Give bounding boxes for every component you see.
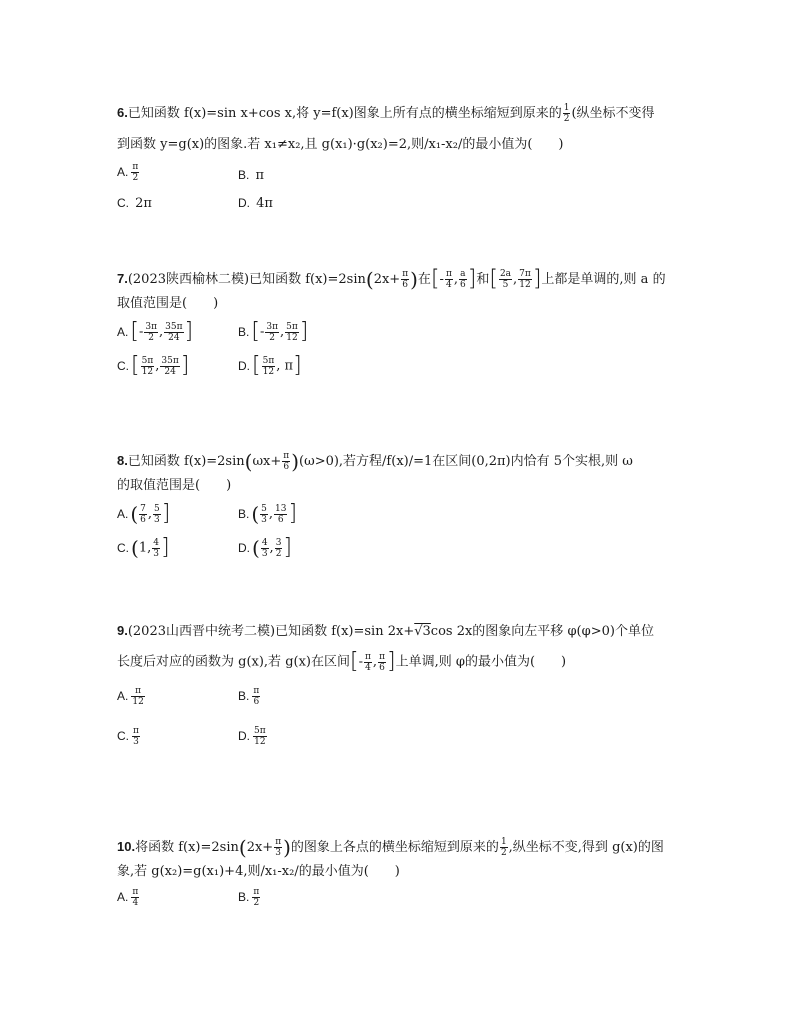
option-b[interactable]: B. $\frac{\pi}{6}$ xyxy=(238,685,260,707)
option-a[interactable]: A. $\frac{\pi}{12}$ xyxy=(117,685,144,707)
question-9 xyxy=(117,620,687,756)
question-6-line-2 xyxy=(117,134,687,156)
options-row xyxy=(117,887,687,917)
question-7 xyxy=(117,268,687,385)
question-7-line-2: 取值范围是( ) xyxy=(117,296,219,311)
options-row xyxy=(117,686,687,716)
options-row xyxy=(117,196,687,226)
option-b[interactable]: B. π xyxy=(238,168,265,183)
question-8 xyxy=(117,450,687,567)
question-6 xyxy=(117,102,687,226)
question-8-line-1: 8.已知函数 f(x)=2sin(ωx+ $\frac{\pi}{6}$ )(ω>0),若方程/f(x)/=1在区间(0,2π)内恰有 5个实根,则 ω xyxy=(117,449,633,474)
option-d[interactable]: D. $\frac{5\pi}{12}$ xyxy=(238,725,266,747)
question-10-line-1: 10.将函数 f(x)=2sin(2x+ $\frac{\pi}{3}$ )的图象上各点的横坐标缩短到原来的 $\frac{1}{2}$ ,纵坐标不变,得到 g(x)的图 xyxy=(117,835,664,860)
options-row xyxy=(117,726,687,756)
option-d[interactable]: D. 4π xyxy=(238,196,273,211)
option-a[interactable]: A. ( $\frac{7}{6}$ , $\frac{5}{3}$ ] xyxy=(117,501,171,526)
option-b[interactable]: B.[- $\frac{3\pi}{2}$ , $\frac{5\pi}{12}$ ] xyxy=(238,319,309,344)
option-c[interactable]: C. (1, $\frac{4}{3}$ ] xyxy=(117,535,170,560)
question-6-line-1 xyxy=(117,102,687,125)
question-9-line-2: 长度后对应的函数为 g(x),若 g(x)在区间[- $\frac{\pi}{4}$ , $\frac{\pi}{6}$ ]上单调,则 φ的最小值为( ) xyxy=(117,649,567,674)
source-tag: (2023陕西榆林二模) xyxy=(127,272,250,287)
options-row xyxy=(117,321,687,351)
option-b[interactable]: B. ( $\frac{5}{3}$ , $\frac{13}{6}$ ] xyxy=(238,501,298,526)
question-text: 到函数 y=g(x)的图象.若 x₁≠x₂,且 g(x₁)·g(x₂)=2,则/x₁-x₂/的最小值为( ) xyxy=(117,137,564,152)
question-10-line-2: 象,若 g(x₂)=g(x₁)+4,则/x₁-x₂/的最小值为( ) xyxy=(117,864,400,879)
question-number: 6. xyxy=(117,105,128,120)
source-tag: (2023山西晋中统考二模) xyxy=(127,624,276,639)
question-7-line-1: 7.(2023陕西榆林二模)已知函数 f(x)=2sin(2x+ $\frac{\pi}{6}$ )在[- $\frac{\pi}{4}$ , $\frac{a}{6}$ ]和[ $\frac{2a}{5}$ , $\frac{7\pi}{12}$ ]上都是单调的,则 a 的 xyxy=(117,266,666,292)
question-text: 已知函数 f(x)=sin x+cos x,将 y=f(x)图象上所有点的横坐标缩短到原来的 xyxy=(127,106,562,121)
options-row xyxy=(117,537,687,567)
option-c[interactable]: C.[ $\frac{5\pi}{12}$ , $\frac{35\pi}{24}$ ] xyxy=(117,353,190,378)
question-number: 10. xyxy=(117,839,136,854)
question-number: 9. xyxy=(117,623,128,638)
option-a[interactable]: A. $\frac{\pi}{4}$ xyxy=(117,887,139,908)
question-8-line-2: 的取值范围是( ) xyxy=(117,478,232,493)
fraction: $\frac{1}{2}$ xyxy=(563,103,570,124)
option-a[interactable]: A.[- $\frac{3\pi}{2}$ , $\frac{35\pi}{24}$ ] xyxy=(117,319,194,344)
option-d[interactable]: D. ( $\frac{4}{3}$ , $\frac{3}{2}$ ] xyxy=(238,535,293,560)
options-row xyxy=(117,355,687,385)
option-b[interactable]: B. $\frac{\pi}{2}$ xyxy=(238,887,260,908)
question-9-line-1: 9.(2023山西晋中统考二模)已知函数 f(x)=sin 2x+√3cos 2x的图象向左平移 φ(φ>0)个单位 xyxy=(117,623,654,639)
options-row xyxy=(117,503,687,533)
question-number: 7. xyxy=(117,271,128,286)
question-text: (纵坐标不变得 xyxy=(571,106,655,121)
option-a[interactable]: A. $\frac{\pi}{2}$ xyxy=(117,162,139,183)
option-c[interactable]: C. $\frac{\pi}{3}$ xyxy=(117,725,139,747)
option-d[interactable]: D.[ $\frac{5\pi}{12}$ , π] xyxy=(238,353,302,378)
question-number: 8. xyxy=(117,453,128,468)
options-row xyxy=(117,162,687,192)
question-10 xyxy=(117,836,687,917)
option-c[interactable]: C. 2π xyxy=(117,196,152,211)
